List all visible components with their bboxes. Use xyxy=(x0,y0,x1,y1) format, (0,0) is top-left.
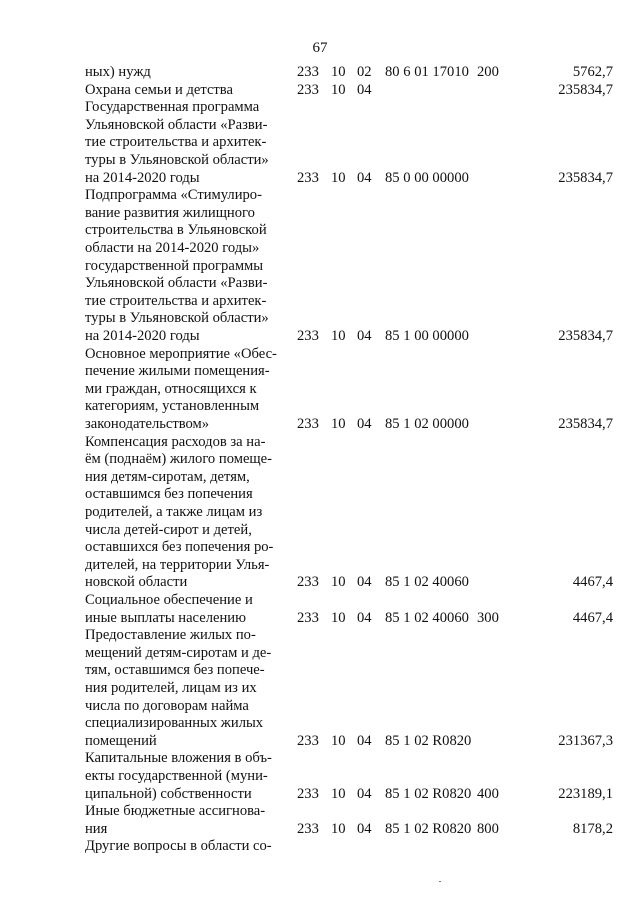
row-name-line: специализированных жилых xyxy=(85,715,264,732)
cell-rz: 10 xyxy=(331,609,346,626)
cell-pr: 04 xyxy=(357,732,372,749)
cell-rz: 10 xyxy=(331,64,346,80)
row-name-line: екты государственной (муни- xyxy=(85,767,268,784)
cell-sum: 235834,7 xyxy=(558,415,613,432)
row-name-line: Охрана семьи и детства xyxy=(85,81,233,98)
cell-vr: 200 xyxy=(477,64,499,80)
cell-gr: 233 xyxy=(297,820,319,837)
cell-vr: 800 xyxy=(477,820,499,837)
cell-pr: 04 xyxy=(357,609,372,626)
cell-rz: 10 xyxy=(331,785,346,802)
row-name-line: дителей, на территории Улья- xyxy=(85,556,270,573)
cell-cs: 85 1 02 R0820 xyxy=(385,732,472,749)
cell-cs: 85 1 02 00000 xyxy=(385,415,469,432)
cell-rz: 10 xyxy=(331,415,346,432)
cell-pr: 04 xyxy=(357,785,372,802)
cell-sum: 223189,1 xyxy=(558,785,613,802)
cell-pr: 02 xyxy=(357,64,372,80)
cell-cs: 85 1 02 40060 xyxy=(385,574,469,591)
row-name-line: Ульяновской области «Разви- xyxy=(85,116,268,133)
row-name-line: новской области xyxy=(85,574,188,591)
row-name-line: Компенсация расходов за на- xyxy=(85,433,266,450)
cell-rz: 10 xyxy=(331,820,346,837)
row-name-line: области на 2014-2020 годы» xyxy=(85,239,260,256)
row-name xyxy=(85,434,289,592)
row-name-line: тие строительства и архитек- xyxy=(85,134,267,151)
cell-cs: 85 1 02 40060 xyxy=(385,609,469,626)
cell-sum: 8178,2 xyxy=(572,820,613,837)
row-name-line: ём (поднаём) жилого помеще- xyxy=(85,451,272,468)
row-name xyxy=(85,346,289,434)
row-name-line: ных) нужд xyxy=(85,64,151,80)
row-name-line: вание развития жилищного xyxy=(85,204,255,221)
row-name xyxy=(85,838,289,856)
row-name-line: оставшимся без попечения xyxy=(85,486,253,503)
row-name-line: туры в Ульяновской области» xyxy=(85,310,269,327)
row-name-line: тие строительства и архитек- xyxy=(85,292,267,309)
row-name-line: Государственная программа xyxy=(85,99,260,116)
cell-pr: 04 xyxy=(357,574,372,591)
cell-gr: 233 xyxy=(297,415,319,432)
row-name xyxy=(85,187,289,345)
cell-sum: 4467,4 xyxy=(572,574,613,591)
row-name xyxy=(85,750,289,803)
page-number: 67 xyxy=(312,40,328,56)
cell-sum: 235834,7 xyxy=(558,81,613,98)
row-name-line: печение жилыми помещения- xyxy=(85,363,270,380)
row-name-line: категориям, установленным xyxy=(85,398,260,415)
row-name-line: Ульяновской области «Разви- xyxy=(85,275,268,292)
cell-cs: 85 1 02 R0820 xyxy=(385,820,472,837)
row-name-line: государственной программы xyxy=(85,257,264,274)
row-name-line: ми граждан, относящихся к xyxy=(85,380,257,397)
cell-pr: 04 xyxy=(357,415,372,432)
row-name-line: Основное мероприятие «Обес- xyxy=(85,345,277,362)
row-name-line: Социальное обеспечение и xyxy=(85,592,253,608)
row-name-line: помещений xyxy=(85,732,157,749)
cell-rz: 10 xyxy=(331,81,346,98)
row-name-line: ния родителей, лицам из их xyxy=(85,679,257,696)
cell-vr: 400 xyxy=(477,785,499,802)
cell-sum: 231367,3 xyxy=(558,732,613,749)
row-name-line: туры в Ульяновской области» xyxy=(85,151,269,168)
row-name-line: родителей, а также лицам из xyxy=(85,503,263,520)
cell-cs: 85 0 00 00000 xyxy=(385,169,469,186)
row-name-line: ния детям-сиротам, детям, xyxy=(85,468,250,485)
row-name-line: Другие вопросы в области со- xyxy=(85,838,272,855)
cell-pr: 04 xyxy=(357,169,372,186)
cell-gr: 233 xyxy=(297,169,319,186)
row-name-line: числа детей-сирот и детей, xyxy=(85,521,252,538)
row-name-line: Капитальные вложения в объ- xyxy=(85,750,272,767)
row-name-line: оставшихся без попечения ро- xyxy=(85,539,274,556)
row-name xyxy=(85,592,289,627)
row-name xyxy=(85,64,289,82)
row-name-line: Предоставление жилых по- xyxy=(85,627,256,644)
cell-rz: 10 xyxy=(331,732,346,749)
cell-gr: 233 xyxy=(297,732,319,749)
cell-vr: 300 xyxy=(477,609,499,626)
row-name-line: мещений детям-сиротам и де- xyxy=(85,644,272,661)
cell-gr: 233 xyxy=(297,81,319,98)
row-name-line: строительства в Ульяновской xyxy=(85,222,267,239)
row-name-line: Иные бюджетные ассигнова- xyxy=(85,803,266,820)
row-name xyxy=(85,99,289,187)
cell-cs: 80 6 01 17010 xyxy=(385,64,469,80)
cell-rz: 10 xyxy=(331,169,346,186)
cell-gr: 233 xyxy=(297,574,319,591)
row-name xyxy=(85,82,289,100)
row-name-line: ципальной) собственности xyxy=(85,785,252,802)
scan-speck xyxy=(439,881,441,882)
cell-cs: 85 1 00 00000 xyxy=(385,327,469,344)
cell-gr: 233 xyxy=(297,64,319,80)
row-name-line: ния xyxy=(85,820,108,837)
cell-pr: 04 xyxy=(357,81,372,98)
row-name-line: законодательством» xyxy=(85,415,210,432)
cell-sum: 5762,7 xyxy=(572,64,613,80)
row-name xyxy=(85,627,289,750)
cell-sum: 235834,7 xyxy=(558,169,613,186)
cell-pr: 04 xyxy=(357,820,372,837)
cell-gr: 233 xyxy=(297,609,319,626)
row-name-line: тям, оставшимся без попече- xyxy=(85,662,265,679)
cell-gr: 233 xyxy=(297,785,319,802)
cell-gr: 233 xyxy=(297,327,319,344)
row-name-line: иные выплаты населению xyxy=(85,609,246,626)
row-name-line: числа по договорам найма xyxy=(85,697,249,714)
cell-pr: 04 xyxy=(357,327,372,344)
cell-cs: 85 1 02 R0820 xyxy=(385,785,472,802)
row-name-line: на 2014-2020 годы xyxy=(85,327,200,344)
row-name xyxy=(85,803,289,838)
row-name-line: Подпрограмма «Стимулиро- xyxy=(85,187,262,204)
row-name-line: на 2014-2020 годы xyxy=(85,169,200,186)
cell-sum: 4467,4 xyxy=(572,609,613,626)
cell-rz: 10 xyxy=(331,327,346,344)
cell-sum: 235834,7 xyxy=(558,327,613,344)
cell-rz: 10 xyxy=(331,574,346,591)
